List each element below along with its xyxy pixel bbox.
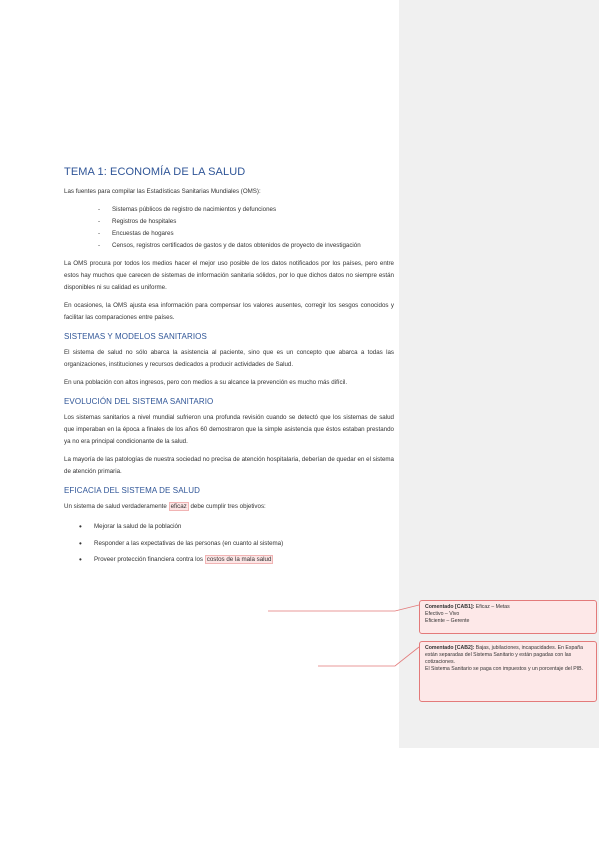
paragraph: La OMS procura por todos los medios hacer el mejor uso posible de los datos notificados por los países, pero entre estos hay muchos que carecen de sistemas de información sanitaria sólidos, por lo que dichos datos no siempre están disponibles ni su calidad es uniforme. bbox=[64, 260, 394, 291]
list-item: - Encuestas de hogares bbox=[98, 230, 174, 237]
list-item: - Registros de hospitales bbox=[98, 218, 177, 225]
paragraph: El sistema de salud no sólo abarca la asistencia al paciente, sino que es un concepto que abarca a todas las organizaciones, instituciones y recursos dedicados a producir actividades de Salud. bbox=[64, 349, 394, 368]
comment-anchor-cab2[interactable]: costos de la mala salud bbox=[206, 556, 272, 563]
paragraph: Los sistemas sanitarios a nivel mundial sufrieron una profunda revisión cuando se detectó que los sistemas de salud que imperaban en la época a finales de los años 60 demostraron que la simple asistencia que éstos estaban prestando ya no era principal condicionante de la salud. bbox=[64, 414, 394, 445]
efficacy-intro: Un sistema de salud verdaderamente eficaz debe cumplir tres objetivos: bbox=[64, 503, 266, 510]
comment-label: Comentado [CAB2]: bbox=[425, 645, 475, 651]
comment-line: Efectivo – Vivo bbox=[425, 611, 460, 617]
paragraph: En una población con altos ingresos, pero con medios a su alcance la prevención es mucho más difícil. bbox=[64, 379, 348, 386]
list-item: - Sistemas públicos de registro de nacimientos y defunciones bbox=[98, 206, 277, 213]
section-heading-systems: SISTEMAS Y MODELOS SANITARIOS bbox=[64, 332, 207, 341]
comment-line: Eficiente – Gerente bbox=[425, 618, 470, 624]
comment-line: Eficaz – Metas bbox=[475, 604, 510, 610]
comment-cab2[interactable] bbox=[419, 641, 597, 702]
comment-line: El Sistema Sanitario se paga con impuestos y un porcentaje del PIB. bbox=[425, 666, 584, 672]
section-heading-efficacy: EFICACIA DEL SISTEMA DE SALUD bbox=[64, 486, 200, 495]
list-item: • Responder a las expectativas de las personas (en cuanto al sistema) bbox=[79, 538, 284, 548]
comment-anchor-cab1[interactable]: eficaz bbox=[170, 503, 187, 510]
comments-pane bbox=[399, 0, 599, 748]
sources-list bbox=[64, 204, 394, 252]
comments-pane-footer bbox=[399, 748, 599, 848]
document-body bbox=[64, 166, 394, 575]
paragraph: La mayoría de las patologías de nuestra sociedad no precisa de atención hospitalaria, deberían de quedar en el sistema de atención primaria. bbox=[64, 456, 394, 475]
list-item: • Proveer protección financiera contra los costos de la mala salud bbox=[79, 555, 272, 564]
comment-cab1[interactable] bbox=[419, 600, 597, 634]
objectives-list bbox=[64, 519, 394, 569]
paragraph: En ocasiones, la OMS ajusta esa información para compensar los valores ausentes, corregir los sesgos conocidos y facilitar las comparaciones entre países. bbox=[64, 302, 394, 321]
section-heading-evolution: EVOLUCIÓN DEL SISTEMA SANITARIO bbox=[64, 397, 214, 406]
comment-line: Bajas, jubilaciones, incapacidades. En España están separadas del Sistema Sanitario y están pagadas con las cotizaciones. bbox=[425, 645, 584, 665]
document-title: TEMA 1: ECONOMÍA DE LA SALUD bbox=[64, 166, 246, 178]
intro-text: Las fuentes para compilar las Estadísticas Sanitarias Mundiales (OMS): bbox=[64, 188, 261, 195]
list-item: - Censos, registros certificados de gastos y de datos obtenidos de proyecto de investigación bbox=[98, 242, 361, 249]
comment-label: Comentado [CAB1]: bbox=[425, 604, 475, 610]
list-item: • Mejorar la salud de la población bbox=[79, 522, 182, 531]
